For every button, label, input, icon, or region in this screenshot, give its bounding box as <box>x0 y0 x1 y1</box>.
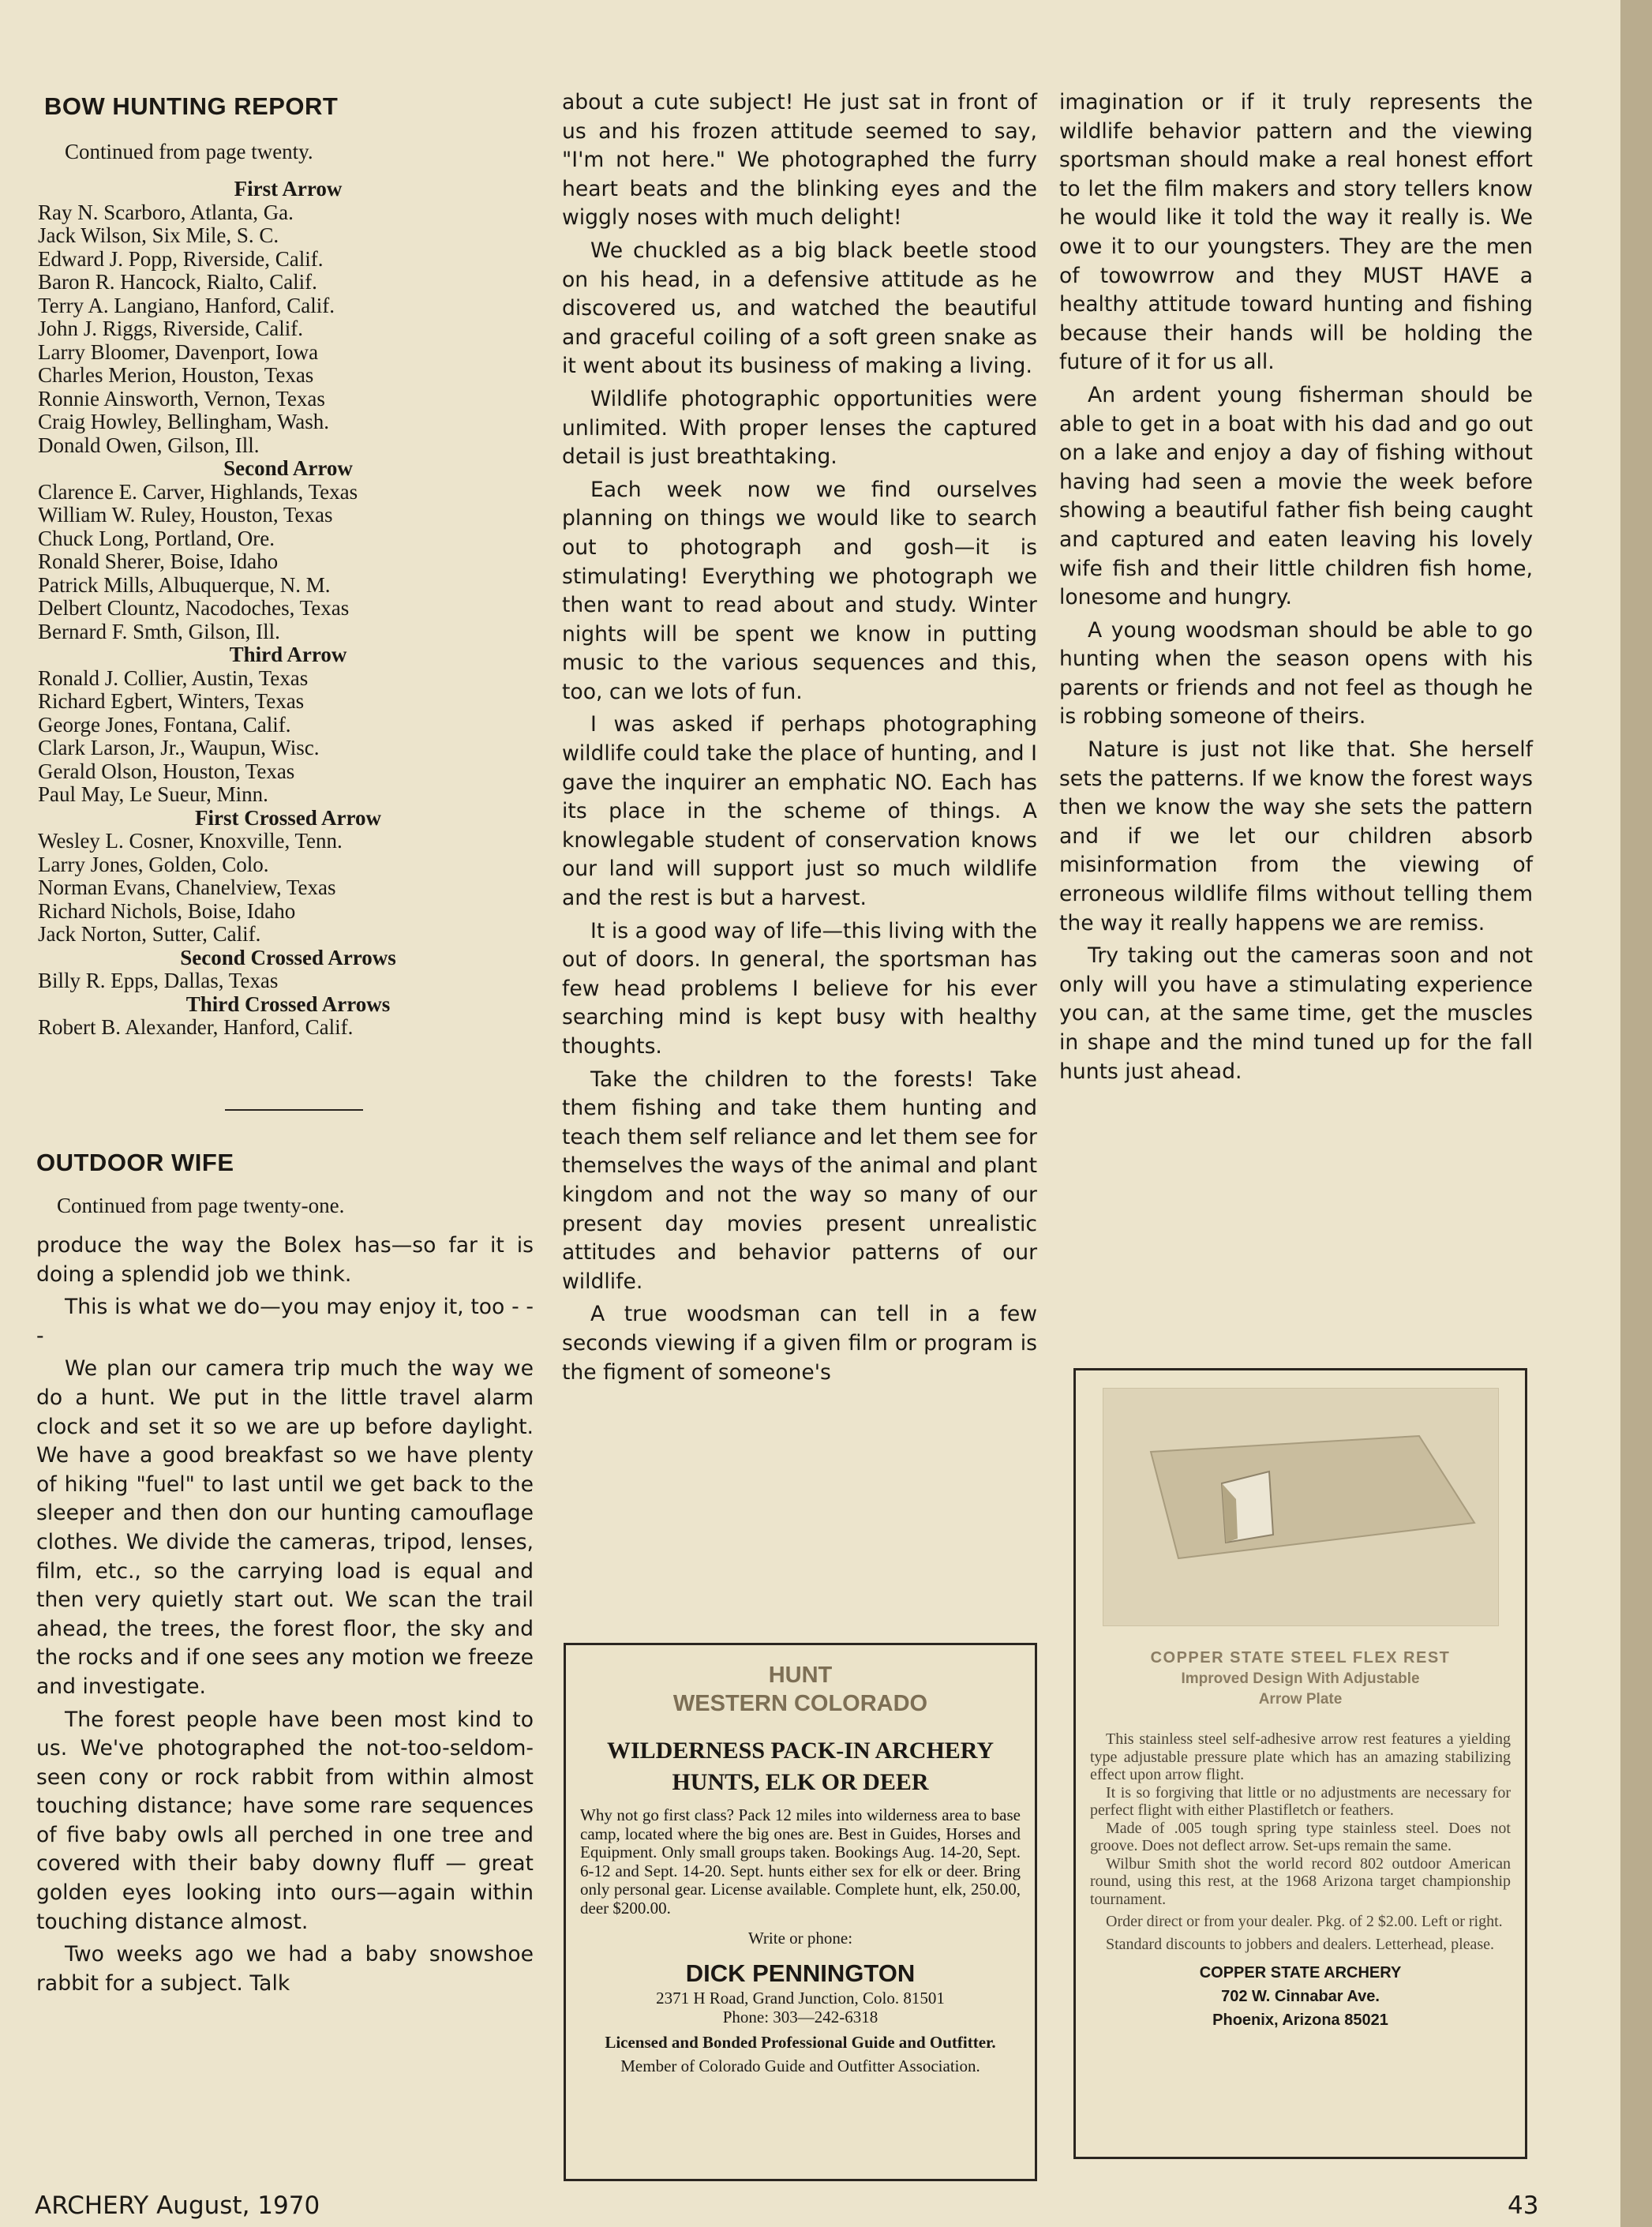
paragraph: produce the way the Bolex has—so far it is doing a splendid job we think. <box>36 1233 534 1287</box>
outdoor-wife-col1-text <box>36 1232 534 1998</box>
award-category: Second Crossed Arrows <box>180 945 396 969</box>
hunter-entry: Donald Owen, Gilson, Ill. <box>38 433 260 457</box>
paragraph: The forest people have been most kind to us. We've photographed the not-too-seldom-seen cony or rock rabbit from within almost touching distance; have some rare sequences of five baby owls all perched in one tree and covered with their baby downy fluff — great golden eyes looking into ours—again within touching distance almost. <box>36 1707 534 1934</box>
hunter-entry: George Jones, Fontana, Calif. <box>38 712 291 737</box>
hunter-entry: Paul May, Le Sueur, Minn. <box>38 782 268 806</box>
hunter-entry: Ray N. Scarboro, Atlanta, Ga. <box>38 200 294 224</box>
hunter-entry: Clark Larson, Jr., Waupun, Wisc. <box>38 736 320 759</box>
arrow-rest-image <box>1103 1389 1498 1625</box>
ad-title-region: WESTERN COLORADO <box>672 1691 928 1716</box>
hunter-entry: Terry A. Langiano, Hanford, Calif. <box>38 293 335 317</box>
copper-ad-sub1: Improved Design With Adjustable <box>1181 1670 1420 1687</box>
paragraph: Nature is just not like that. She herself sets the patterns. If we know the forest ways then we know the way she sets the pattern and if we let our children absorb misinformation from the viewing of erroneous wildlife films without telling them the way it really happens we are remiss. <box>1059 737 1533 935</box>
hunter-entry: Billy R. Epps, Dallas, Texas <box>38 969 279 992</box>
ad-member: Member of Colorado Guide and Outfitter Association. <box>620 2056 980 2075</box>
copper-ad-body <box>1090 1730 1511 1953</box>
bow-hunting-list <box>38 178 538 1040</box>
award-category: Third Arrow <box>229 643 347 666</box>
hunter-entry: Charles Merion, Houston, Texas <box>38 363 314 387</box>
section-divider <box>225 1109 363 1111</box>
hunter-entry: Ronald Sherer, Boise, Idaho <box>38 549 279 573</box>
copper-ad-paragraph: Wilbur Smith shot the world record 802 outdoor American round, using this rest, at the 1968 Arizona target championship tournament. <box>1090 1854 1511 1908</box>
hunter-entry: Richard Nichols, Boise, Idaho <box>38 898 296 923</box>
paragraph: Try taking out the cameras soon and not only will you have a stimulating experience you can, at the same time, get the muscles in shape and the mind tuned up for the fall hunts just ahead. <box>1059 943 1533 1084</box>
paragraph: A young woodsman should be able to go hunting when the season opens with his parents or friends and not feel as though he is robbing someone of theirs. <box>1059 617 1533 729</box>
copper-ad-street: 702 W. Cinnabar Ave. <box>1221 1988 1380 2005</box>
hunter-entry: Wesley L. Cosner, Knoxville, Tenn. <box>38 829 343 853</box>
ad-subtitle: WILDERNESS PACK-IN ARCHERY HUNTS, ELK OR DEER <box>606 1738 995 1795</box>
hunter-entry: Gerald Olson, Houston, Texas <box>38 759 295 783</box>
copper-ad-paragraph: Order direct or from your dealer. Pkg. of 2 $2.00. Left or right. <box>1106 1913 1503 1930</box>
footer-publication: ARCHERY August, 1970 <box>35 2191 320 2220</box>
copper-ad-paragraph: Standard discounts to jobbers and dealers. Letterhead, please. <box>1106 1935 1495 1953</box>
hunter-entry: Jack Wilson, Six Mile, S. C. <box>38 223 279 247</box>
ad-licensed: Licensed and Bonded Professional Guide and Outfitter. <box>605 2033 996 2052</box>
copper-ad-paragraph: Made of .005 tough spring type stainless steel. Does not groove. Does not deflect arrow. Set-ups remain the same. <box>1090 1819 1511 1854</box>
column-2 <box>562 88 1037 1387</box>
hunter-entry: Richard Egbert, Winters, Texas <box>38 689 305 713</box>
paragraph: A true woodsman can tell in a few seconds viewing if a given film or program is the figment of someone's <box>562 1302 1037 1385</box>
page-edge-shadow <box>1620 0 1652 2227</box>
copper-ad-city: Phoenix, Arizona 85021 <box>1212 2011 1388 2029</box>
ad-body: Why not go first class? Pack 12 miles into wilderness area to base camp, located where the big ones are. Best in Guides, Horses and Equipment. Only small groups taken. Bookings Aug. 14-20, Sept. 6-12 and Sept. 14-20. Sept. hunts either sex for elk or deer. Bring only personal gear. License available. Complete hunt, elk, 250.00, deer $200.00. <box>580 1805 1021 1918</box>
hunter-entry: Craig Howley, Bellingham, Wash. <box>38 410 330 433</box>
copper-ad-company: COPPER STATE ARCHERY <box>1199 1964 1402 1981</box>
outdoor-wife-heading: OUTDOOR WIFE <box>36 1149 234 1176</box>
ad-title-hunt: HUNT <box>768 1663 833 1688</box>
hunter-entry: Baron R. Hancock, Rialto, Calif. <box>38 270 317 294</box>
hunter-entry: Larry Jones, Golden, Colo. <box>38 852 269 876</box>
bow-hunting-continued: Continued from page twenty. <box>65 140 313 163</box>
page-number: 43 <box>1508 2191 1539 2220</box>
paragraph: We chuckled as a big black beetle stood on his head, in a defensive attitude as he discovered us, and watched the beautiful and graceful coiling of a soft green snake as it went about its business of making a living. <box>562 238 1037 379</box>
hunter-entry: John J. Riggs, Riverside, Calif. <box>38 317 303 340</box>
award-category: Second Arrow <box>223 456 353 480</box>
hunter-entry: Patrick Mills, Albuquerque, N. M. <box>38 572 331 597</box>
copper-state-ad <box>1073 1368 1527 2159</box>
ad-write: Write or phone: <box>747 1929 853 1948</box>
hunt-western-colorado-ad <box>564 1643 1037 2181</box>
paragraph: about a cute subject! He just sat in front of us and his frozen attitude seemed to say, "I'm not here." We photographed the furry heart beats and the blinking eyes and the wiggly noses with much delight! <box>562 90 1037 231</box>
column-3 <box>1059 88 1533 1086</box>
hunter-entry: Bernard F. Smth, Gilson, Ill. <box>38 619 280 643</box>
hunter-entry: Delbert Clountz, Nacodoches, Texas <box>38 596 350 620</box>
copper-ad-paragraph: This stainless steel self-adhesive arrow rest features a yielding type adjustable pressure plate which has an amazing stabilizing effect upon arrow flight. <box>1090 1730 1511 1783</box>
hunter-entry: Chuck Long, Portland, Ore. <box>38 526 275 550</box>
copper-ad-title: COPPER STATE STEEL FLEX REST <box>1150 1649 1451 1667</box>
paragraph: Each week now we find ourselves planning on things we would like to search out to photograph and gosh—it is stimulating! Everything we photograph we then want to read about and study. Winter nights will be spent we know in putting music to the various sequences and this, too, can we lots of fun. <box>562 477 1037 704</box>
paragraph: Two weeks ago we had a baby snowshoe rabbit for a subject. Talk <box>36 1942 534 1996</box>
award-category: First Arrow <box>234 177 343 201</box>
paragraph: We plan our camera trip much the way we do a hunt. We put in the little travel alarm clock and set it so we are up before daylight. We have a good breakfast so we have plenty of hiking "fuel" to last until we get back to the sleeper and then don our hunting camouflage clothes. We divide the cameras, tripod, lenses, film, etc., so the carrying load is equal and then very quietly start out. We scan the trail ahead, the trees, the forest floor, the sky and the rocks and if one sees any motion we freeze and investigate. <box>36 1356 534 1699</box>
copper-ad-sub2: Arrow Plate <box>1258 1691 1343 1708</box>
paragraph: imagination or if it truly represents the wildlife behavior pattern and the viewing sportsman should make a real honest effort to let the film makers and story tellers know he would like it told the way it really is. We owe it to our youngsters. They are the men of towowrrow and they MUST HAVE a healthy attitude toward hunting and fishing because their hands will be holding the future of it for us all. <box>1059 90 1533 375</box>
paragraph: It is a good way of life—this living with the out of doors. In general, the sportsman has few head problems I believe for his ever searching mind is kept busy with healthy thoughts. <box>562 918 1037 1059</box>
paragraph: I was asked if perhaps photographing wildlife could take the place of hunting, and I gave the inquirer an emphatic NO. Each has its place in the scheme of things. A knowlegable student of conservation knows our land will support just so much wildlife and the rest is but a harvest. <box>562 712 1037 911</box>
hunter-entry: Ronald J. Collier, Austin, Texas <box>38 665 309 690</box>
bow-hunting-heading: BOW HUNTING REPORT <box>44 92 339 120</box>
paragraph: Take the children to the forests! Take them fishing and take them hunting and teach them self reliance and let them see for themselves the ways of the animal and plant kingdom and not the way so many of our present day movies present unrealistic attitudes and behavior patterns of our wildlife. <box>562 1067 1037 1294</box>
paragraph: Wildlife photographic opportunities were unlimited. With proper lenses the captured detail is just breathtaking. <box>562 386 1037 470</box>
hunter-entry: Norman Evans, Chanelview, Texas <box>38 875 336 899</box>
copper-ad-paragraph: It is so forgiving that little or no adjustments are necessary for perfect flight with either Plastifletch or feathers. <box>1090 1783 1511 1819</box>
hunter-entry: Larry Bloomer, Davenport, Iowa <box>38 339 319 364</box>
hunter-entry: William W. Ruley, Houston, Texas <box>38 503 333 527</box>
award-category: Third Crossed Arrows <box>185 992 391 1016</box>
hunter-entry: Clarence E. Carver, Highlands, Texas <box>38 479 358 504</box>
ad-phone: Phone: 303—242-6318 <box>722 2008 878 2026</box>
paragraph: This is what we do—you may enjoy it, too - - - <box>36 1295 534 1348</box>
outdoor-wife-continued: Continued from page twenty-one. <box>57 1194 345 1217</box>
arrow-rest-photo <box>1103 1388 1499 1626</box>
award-category: First Crossed Arrow <box>195 805 381 830</box>
hunter-entry: Ronnie Ainsworth, Vernon, Texas <box>38 386 325 411</box>
ad-contact-name: DICK PENNINGTON <box>685 1959 916 1987</box>
paragraph: An ardent young fisherman should be able to get in a boat with his dad and go out on a lake and enjoy a day of fishing without having had seen a movie the week before showing a beautiful father fish being caught and captured and eaten leaving his lovely wife fish and their little children fish home, lonesome and hungry. <box>1059 382 1533 610</box>
hunter-entry: Jack Norton, Sutter, Calif. <box>38 922 261 946</box>
hunter-entry: Robert B. Alexander, Hanford, Calif. <box>38 1015 354 1039</box>
ad-address: 2371 H Road, Grand Junction, Colo. 81501 <box>656 1989 945 2008</box>
hunter-entry: Edward J. Popp, Riverside, Calif. <box>38 246 324 271</box>
